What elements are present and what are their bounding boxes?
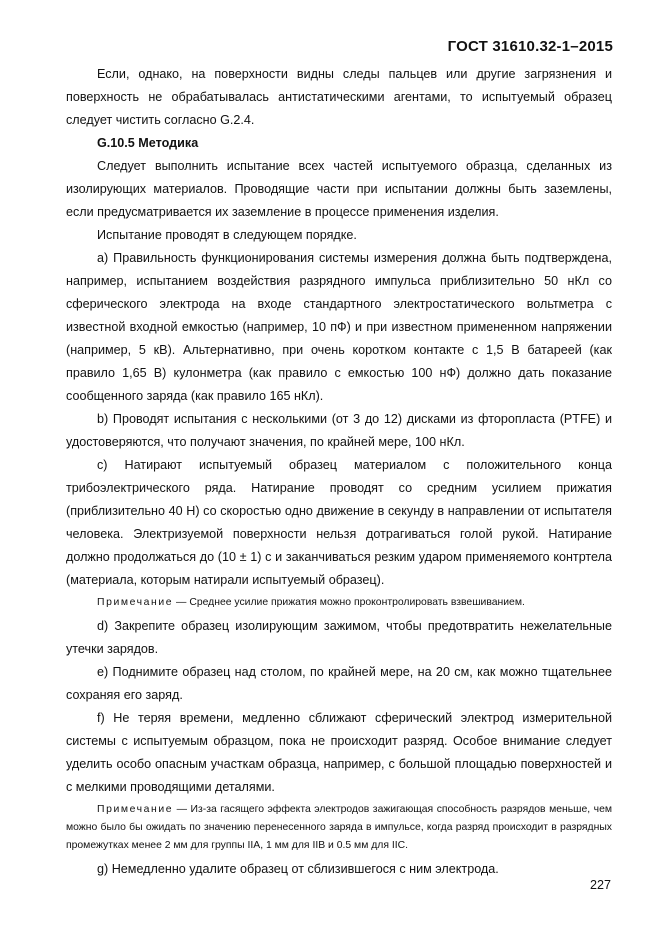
list-item-a: а) Правильность функционирования системы измерения должна быть подтверждена, например, испытанием воздействия разрядного импульса приблизительно 50 нКл со сферического электрода на входе стандартного электростатического вольтметра с известной входной емкостью (например, 10 пФ) и при известном примененном напряжении (например, 5 кВ). Альтернативно, при очень коротком контакте с 1,5 В батареей (как правило 1,65 В) кулонметра (как правило с емкостью 100 нФ) должно дать показание сообщенного заряда (как правило 165 нКл). — [66, 251, 612, 403]
paragraph: Если, однако, на поверхности видны следы пальцев или другие загрязнения и поверхность не обрабатывалась антистатическими агентами, то испытуемый образец следует чистить согласно G.2.4. — [66, 67, 612, 127]
paragraph: Испытание проводят в следующем порядке. — [97, 228, 357, 242]
list-item-c: c) Натирают испытуемый образец материалом с положительного конца трибоэлектрического ряда. Натирание проводят со средним усилием прижатия (приблизительно 40 Н) со скоростью одно движение в секунду в направлении от испытателя человека. Электризуемой поверхности нельзя дотрагиваться голой рукой. Натирание должно продолжаться до (10 ± 1) с и заканчиваться резким ударом применяемого контртела (материала, которым натирали испытуемый образец). — [66, 458, 612, 587]
note — [66, 594, 612, 612]
document-id: ГОСТ 31610.32-1–2015 — [447, 38, 613, 55]
list-item-g: g) Немедленно удалите образец от сблизившегося с ним электрода. — [97, 862, 499, 876]
list-item-f: f) Не теряя времени, медленно сближают сферический электрод измерительной системы с испытуемым образцом, пока не происходит разряд. Особое внимание следует уделить особо опасным участкам образца, например, с большой площадью поверхностей и с мелкими проводящими деталями. — [66, 711, 612, 794]
page-body — [66, 63, 612, 881]
note-label: Примечание — [97, 804, 174, 815]
paragraph: Следует выполнить испытание всех частей испытуемого образца, сделанных из изолирующих материалов. Проводящие части при испытании должны быть заземлены, если предусматривается их заземление в процессе применения изделия. — [66, 159, 612, 219]
list-item-e: e) Поднимите образец над столом, по крайней мере, на 20 см, как можно тщательнее сохраняя его заряд. — [66, 665, 612, 702]
section-heading: G.10.5 Методика — [97, 136, 199, 150]
page-number: 227 — [589, 878, 611, 892]
list-item-d: d) Закрепите образец изолирующим зажимом, чтобы предотвратить нежелательные утечки зарядов. — [66, 619, 612, 656]
note-label: Примечание — [97, 597, 174, 608]
note-text: — Из-за гасящего эффекта электродов зажигающая способность разрядов меньше, чем можно было бы ожидать по значению перенесенного заряда в импульсе, когда разряд происходит в разрядных промежутках менее 2 мм для группы IIA, 1 мм для IIB и 0.5 мм для IIC. — [66, 804, 612, 851]
note — [66, 801, 612, 855]
list-item-b: b) Проводят испытания с несколькими (от 3 до 12) дисками из фторопласта (PTFE) и удостоверяются, что получают значения, по крайней мере, 100 нКл. — [66, 412, 612, 449]
note-text: — Среднее усилие прижатия можно проконтролировать взвешиванием. — [173, 597, 525, 608]
